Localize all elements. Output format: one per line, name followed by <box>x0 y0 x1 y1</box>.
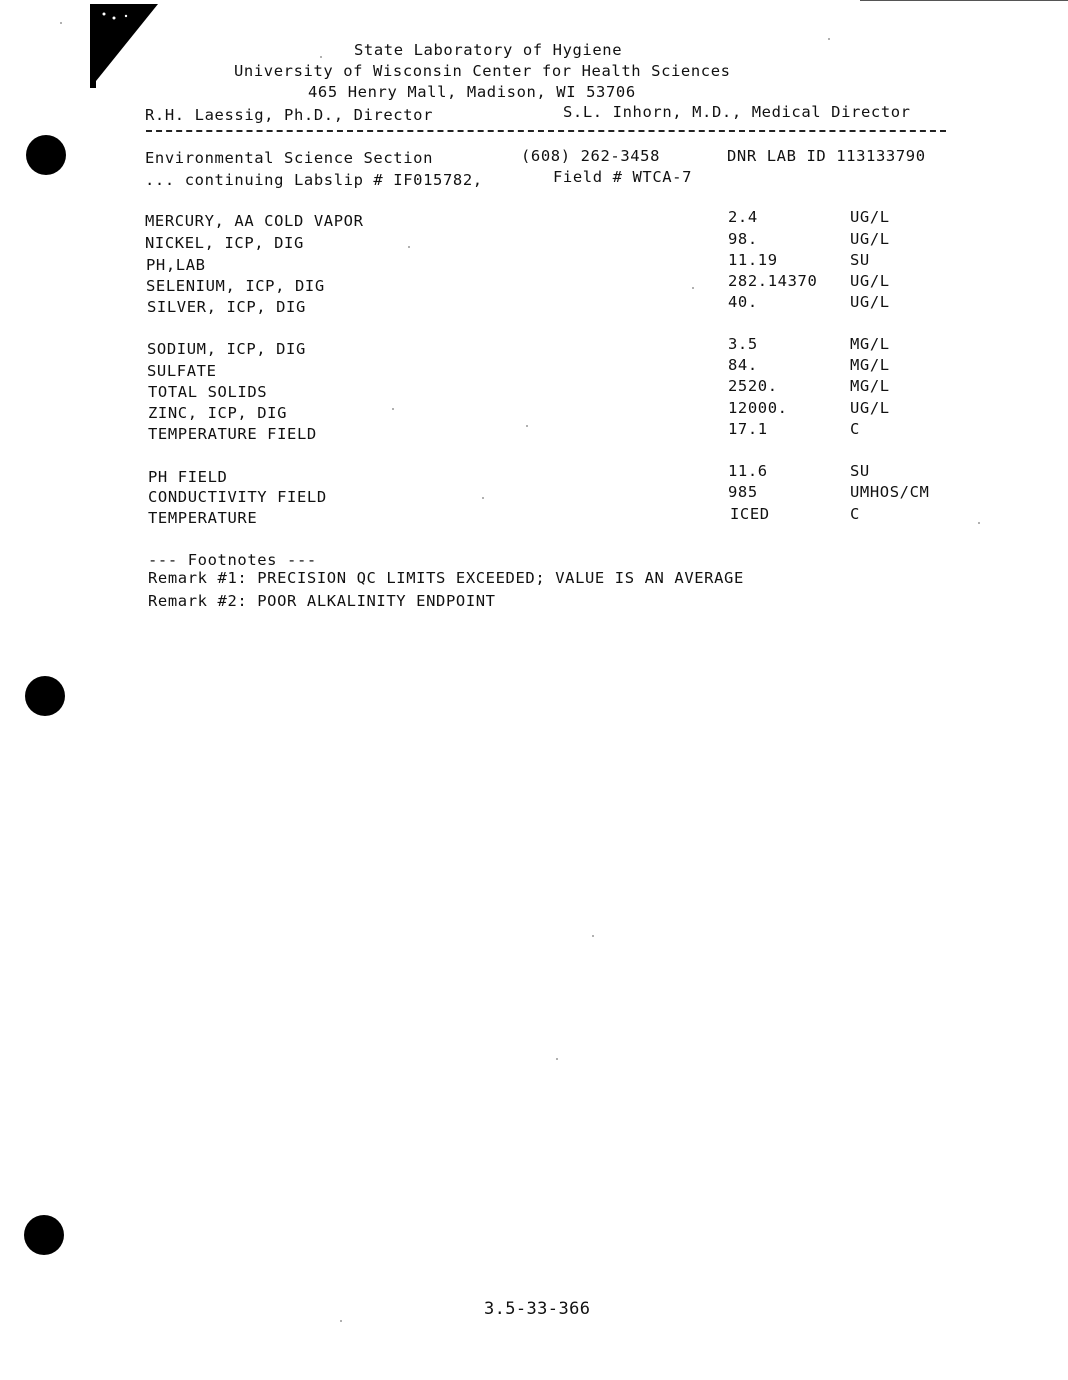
analyte-value: 2520. <box>728 377 778 395</box>
analyte-name: SILVER, ICP, DIG <box>147 298 306 316</box>
analyte-name: PH,LAB <box>146 256 206 274</box>
punch-hole-middle <box>25 676 65 716</box>
org-address: 465 Henry Mall, Madison, WI 53706 <box>308 83 636 101</box>
analyte-name: TEMPERATURE FIELD <box>148 425 317 443</box>
dnr-lab-id: DNR LAB ID 113133790 <box>727 147 926 165</box>
analyte-unit: UG/L <box>850 272 890 290</box>
analyte-name: SULFATE <box>147 362 217 380</box>
corner-mark <box>90 4 160 88</box>
analyte-unit: SU <box>850 462 870 480</box>
director: R.H. Laessig, Ph.D., Director <box>145 106 434 124</box>
analyte-value: 84. <box>728 356 758 374</box>
analyte-value: 40. <box>728 293 758 311</box>
analyte-name: SELENIUM, ICP, DIG <box>146 277 325 295</box>
org-name: State Laboratory of Hygiene <box>354 41 623 59</box>
analyte-unit: MG/L <box>850 377 890 395</box>
punch-hole-bottom <box>24 1215 64 1255</box>
analyte-unit: UG/L <box>850 208 890 226</box>
punch-hole-top <box>26 135 66 175</box>
analyte-value: 11.6 <box>728 462 768 480</box>
analyte-unit: C <box>850 420 860 438</box>
analyte-unit: C <box>850 505 860 523</box>
footnotes-heading: --- Footnotes --- <box>148 551 317 569</box>
field-number: Field # WTCA-7 <box>553 168 693 186</box>
analyte-name: NICKEL, ICP, DIG <box>145 234 304 252</box>
analyte-unit: SU <box>850 251 870 269</box>
analyte-value: 2.4 <box>728 208 758 226</box>
analyte-unit: UG/L <box>850 399 890 417</box>
analyte-value: 12000. <box>728 399 788 417</box>
analyte-unit: UG/L <box>850 230 890 248</box>
section-name: Environmental Science Section <box>145 149 434 167</box>
analyte-value: 98. <box>728 230 758 248</box>
analyte-unit: UG/L <box>850 293 890 311</box>
analyte-value: 17.1 <box>728 420 768 438</box>
analyte-name: SODIUM, ICP, DIG <box>147 340 306 358</box>
analyte-name: PH FIELD <box>148 468 228 486</box>
header-divider <box>146 124 946 138</box>
page-number: 3.5-33-366 <box>484 1299 591 1319</box>
analyte-name: TEMPERATURE <box>148 509 258 527</box>
footnote-remark: Remark #1: PRECISION QC LIMITS EXCEEDED; VALUE IS AN AVERAGE <box>148 569 744 587</box>
analyte-unit: MG/L <box>850 356 890 374</box>
footnote-remark: Remark #2: POOR ALKALINITY ENDPOINT <box>148 592 496 610</box>
analyte-value: 282.14370 <box>728 272 818 290</box>
analyte-value: 11.19 <box>728 251 778 269</box>
medical-director: S.L. Inhorn, M.D., Medical Director <box>563 103 911 121</box>
analyte-name: CONDUCTIVITY FIELD <box>148 488 327 506</box>
section-phone: (608) 262-3458 <box>521 147 661 165</box>
analyte-unit: MG/L <box>850 335 890 353</box>
org-affiliation: University of Wisconsin Center for Health Sciences <box>234 62 731 80</box>
analyte-name: ZINC, ICP, DIG <box>148 404 288 422</box>
analyte-value: 985 <box>728 483 758 501</box>
labslip-number: ... continuing Labslip # IF015782, <box>145 171 483 189</box>
analyte-name: TOTAL SOLIDS <box>148 383 268 401</box>
analyte-value: ICED <box>730 505 770 523</box>
analyte-unit: UMHOS/CM <box>850 483 930 501</box>
analyte-name: MERCURY, AA COLD VAPOR <box>145 212 364 230</box>
top-edge-line <box>860 0 1068 1</box>
analyte-value: 3.5 <box>728 335 758 353</box>
